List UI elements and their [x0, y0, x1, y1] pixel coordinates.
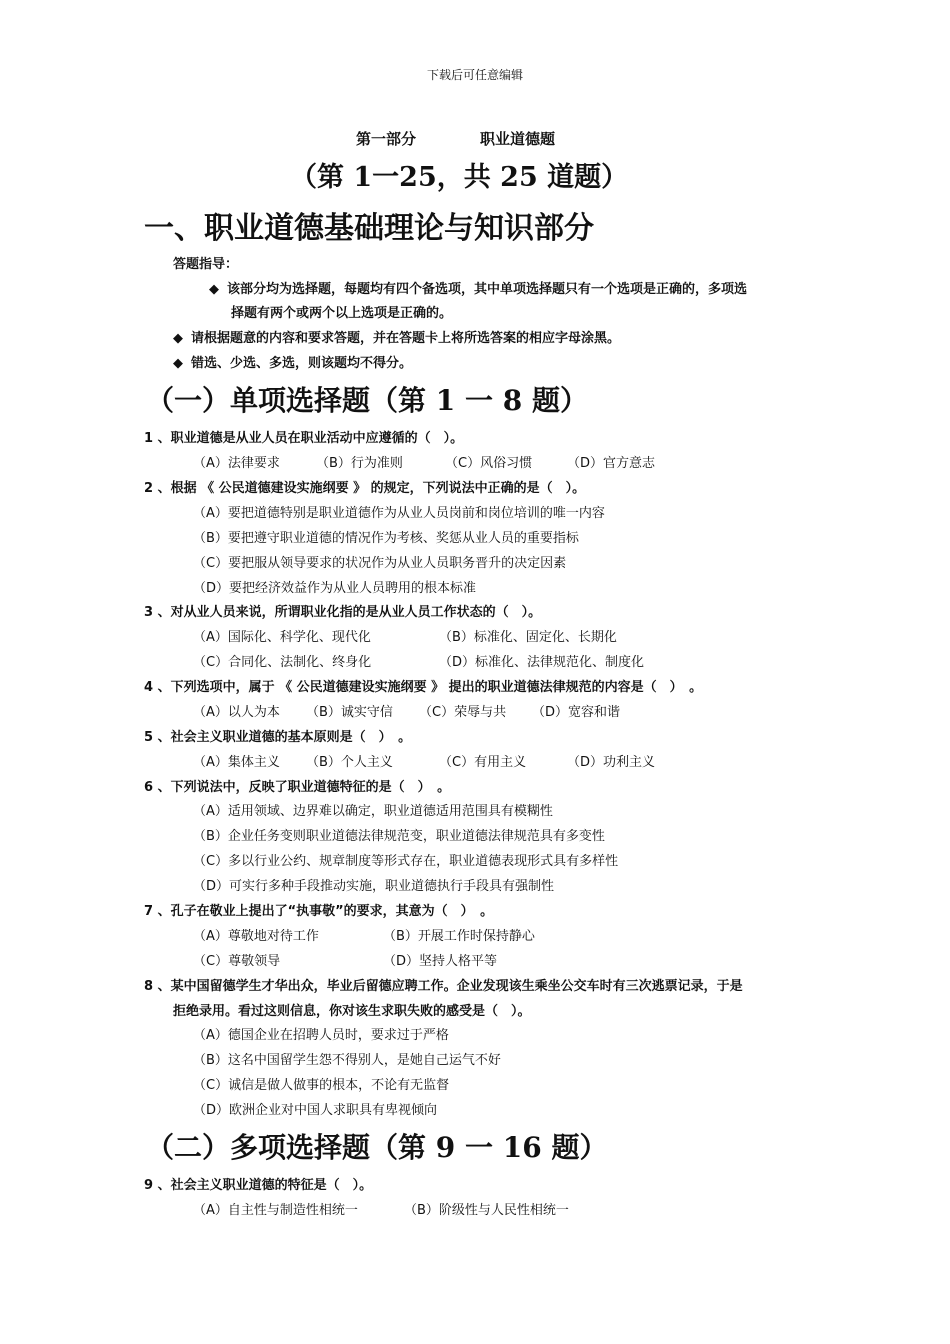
guide-bullet-1: ◆ 该部分均为选择题，每题均有四个备选项，其中单项选择题只有一个选项是正确的，多项选	[209, 282, 748, 297]
part-label: 第一部分	[356, 130, 417, 148]
range-title: （第 1一25，共 25 道题）	[290, 162, 629, 193]
q7-option-d: （D）坚持人格平等	[383, 954, 498, 969]
q6-option-d: （D）可实行多种手段推动实施，职业道德执行手段具有强制性	[193, 879, 555, 894]
diamond-bullet-icon: ◆	[173, 356, 183, 371]
question-5: 5 、社会主义职业道德的基本原则是（ ） 。	[144, 730, 412, 745]
question-8: 8 、某中国留德学生才华出众，毕业后留德应聘工作。企业发现该生乘坐公交车时有三次逃票记录，于是	[144, 979, 743, 994]
multi-choice-title: （二）多项选择题（第 9 一 16 题）	[146, 1131, 608, 1164]
q2-option-c: （C）要把服从领导要求的状况作为从业人员职务晋升的决定因素	[193, 556, 567, 571]
q2-option-a: （A）要把道德特别是职业道德作为从业人员岗前和岗位培训的唯一内容	[193, 506, 605, 521]
q3-option-b: （B）标准化、固定化、长期化	[439, 630, 617, 645]
part-name: 职业道德题	[480, 130, 556, 148]
q4-option-d: （D）宽容和谐	[532, 705, 621, 720]
section-title: 一、职业道德基础理论与知识部分	[144, 211, 594, 246]
single-choice-title: （一）单项选择题（第 1 一 8 题）	[146, 384, 588, 417]
q4-option-a: （A）以人为本	[193, 705, 280, 720]
header-note: 下载后可任意编辑	[426, 68, 523, 82]
q1-option-b: （B）行为准则	[316, 456, 403, 471]
q8-option-c: （C）诚信是做人做事的根本，不论有无监督	[193, 1078, 450, 1093]
q7-option-c: （C）尊敬领导	[193, 954, 281, 969]
q8-option-a: （A）德国企业在招聘人员时，要求过于严格	[193, 1028, 449, 1043]
guide-bullet-3: ◆ 错选、少选、多选，则该题均不得分。	[173, 356, 413, 371]
question-3: 3 、对从业人员来说，所谓职业化指的是从业人员工作状态的（ ）。	[144, 605, 542, 620]
question-1: 1 、职业道德是从业人员在职业活动中应遵循的（ ）。	[144, 431, 464, 446]
part-title	[356, 128, 555, 149]
q5-option-a: （A）集体主义	[193, 755, 280, 770]
q5-option-d: （D）功利主义	[567, 755, 656, 770]
q4-option-c: （C）荣辱与共	[419, 705, 507, 720]
q9-option-a: （A）自主性与制造性相统一	[193, 1203, 358, 1218]
diamond-bullet-icon: ◆	[209, 282, 219, 297]
guide-bullet-2: ◆ 请根据题意的内容和要求答题，并在答题卡上将所选答案的相应字母涂黑。	[173, 331, 621, 346]
q6-option-c: （C）多以行业公约、规章制度等形式存在，职业道德表现形式具有多样性	[193, 854, 619, 869]
q7-option-b: （B）开展工作时保持静心	[383, 929, 535, 944]
q1-option-c: （C）风俗习惯	[445, 456, 533, 471]
guide-bullet-1-cont: 择题有两个或两个以上选项是正确的。	[231, 306, 453, 321]
q8-option-d: （D）欧洲企业对中国人求职具有卑视倾向	[193, 1103, 438, 1118]
question-2: 2 、根据 《 公民道德建设实施纲要 》 的规定，下列说法中正确的是（ ）。	[144, 481, 586, 496]
q9-option-b: （B）阶级性与人民性相统一	[404, 1203, 569, 1218]
question-9: 9 、社会主义职业道德的特征是（ ）。	[144, 1178, 373, 1193]
q3-option-c: （C）合同化、法制化、终身化	[193, 655, 372, 670]
q5-option-b: （B）个人主义	[306, 755, 393, 770]
q1-option-a: （A）法律要求	[193, 456, 280, 471]
question-8-cont: 拒绝录用。看过这则信息，你对该生求职失败的感受是（ ）。	[173, 1004, 531, 1019]
diamond-bullet-icon: ◆	[173, 331, 183, 346]
q3-option-a: （A）国际化、科学化、现代化	[193, 630, 371, 645]
q8-option-b: （B）这名中国留学生怨不得别人，是她自己运气不好	[193, 1053, 501, 1068]
q7-option-a: （A）尊敬地对待工作	[193, 929, 319, 944]
q6-option-b: （B）企业任务变则职业道德法律规范变，职业道德法律规范具有多变性	[193, 829, 605, 844]
q3-option-d: （D）标准化、法律规范化、制度化	[439, 655, 645, 670]
q2-option-b: （B）要把遵守职业道德的情况作为考核、奖惩从业人员的重要指标	[193, 531, 579, 546]
q4-option-b: （B）诚实守信	[306, 705, 393, 720]
q6-option-a: （A）适用领域、边界难以确定，职业道德适用范围具有模糊性	[193, 804, 553, 819]
q5-option-c: （C）有用主义	[439, 755, 527, 770]
q2-option-d: （D）要把经济效益作为从业人员聘用的根本标准	[193, 581, 477, 596]
guide-label: 答题指导：	[173, 257, 239, 272]
question-6: 6 、下列说法中，反映了职业道德特征的是（ ） 。	[144, 780, 451, 795]
q1-option-d: （D）官方意志	[567, 456, 656, 471]
question-7: 7 、孔子在敬业上提出了“执事敬”的要求，其意为（ ） 。	[144, 904, 494, 919]
question-4: 4 、下列选项中，属于 《 公民道德建设实施纲要 》 提出的职业道德法律规范的内容是（ ） 。	[144, 680, 703, 695]
